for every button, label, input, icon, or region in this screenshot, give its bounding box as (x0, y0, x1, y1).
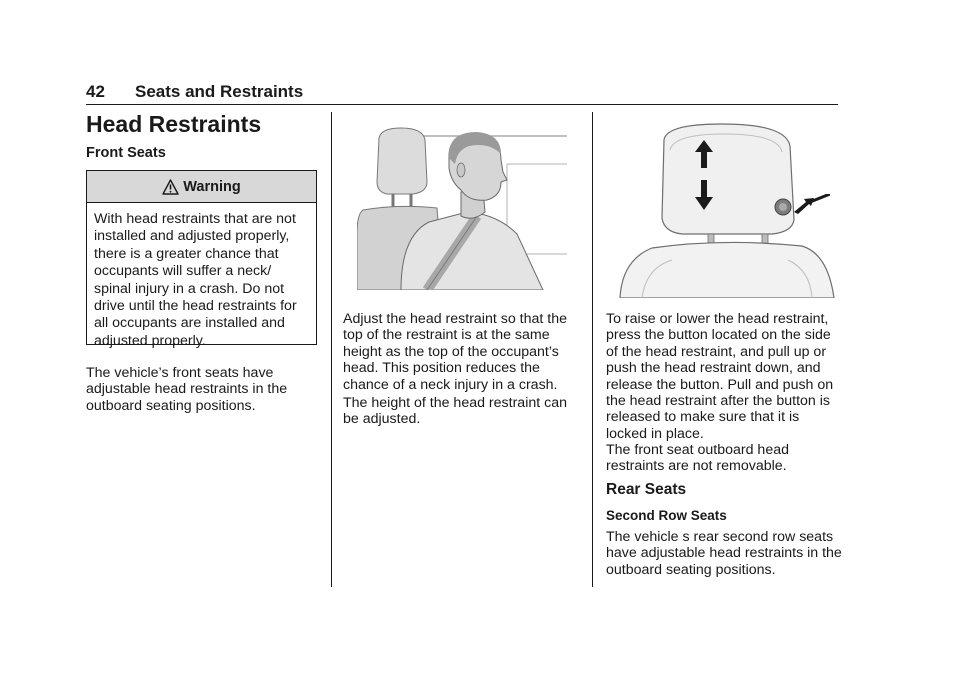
page-header (86, 82, 838, 104)
adjust-paragraph: Adjust the head restraint so that the top of the restraint is at the same height as the top of the occupant’s head. This position reduces the chance of a neck injury in a crash. (343, 311, 567, 393)
front-seats-heading: Front Seats (86, 145, 166, 161)
column-divider-2 (592, 112, 593, 587)
column-1 (86, 110, 320, 162)
page-number: 42 (86, 82, 105, 101)
warning-label: Warning (183, 178, 241, 195)
pointer-arrow-icon (794, 194, 830, 214)
down-arrow-icon (695, 180, 713, 210)
height-paragraph: The height of the head restraint can be adjusted. (343, 395, 567, 428)
raise-lower-paragraph: To raise or lower the head restraint, press the button located on the side of the head restraint, and pull up or push the head restraint down, and release the button. Pull and push on the head restraint after the button is released to make sure that it is locked in place. (606, 311, 834, 442)
second-row-heading: Second Row Seats (606, 508, 727, 523)
rear-seats-heading: Rear Seats (606, 481, 687, 498)
warning-triangle-icon (162, 179, 179, 195)
column-divider-1 (331, 112, 332, 587)
second-row-paragraph: The vehicle s rear second row seats have adjustable head restraints in the outboard seating positions. (606, 529, 842, 578)
header-divider (86, 104, 838, 105)
section-title: Head Restraints (86, 111, 262, 137)
warning-text: With head restraints that are not installed and adjusted properly, there is a greater chance that occupants will suffer a neck/ spinal injury in a crash. Do not drive until the head restraints for all occupants are installed and adjusted properly. (94, 211, 297, 349)
not-removable-paragraph: The front seat outboard head restraints are not removable. (606, 442, 789, 475)
warning-header (87, 171, 316, 203)
up-arrow-icon (695, 140, 713, 168)
warning-box (86, 170, 317, 349)
chapter-title: Seats and Restraints (135, 82, 304, 101)
occupant-head-restraint-illustration (357, 124, 567, 290)
front-seats-paragraph: The vehicle’s front seats have adjustable head restraints in the outboard seating positions. (86, 365, 288, 414)
